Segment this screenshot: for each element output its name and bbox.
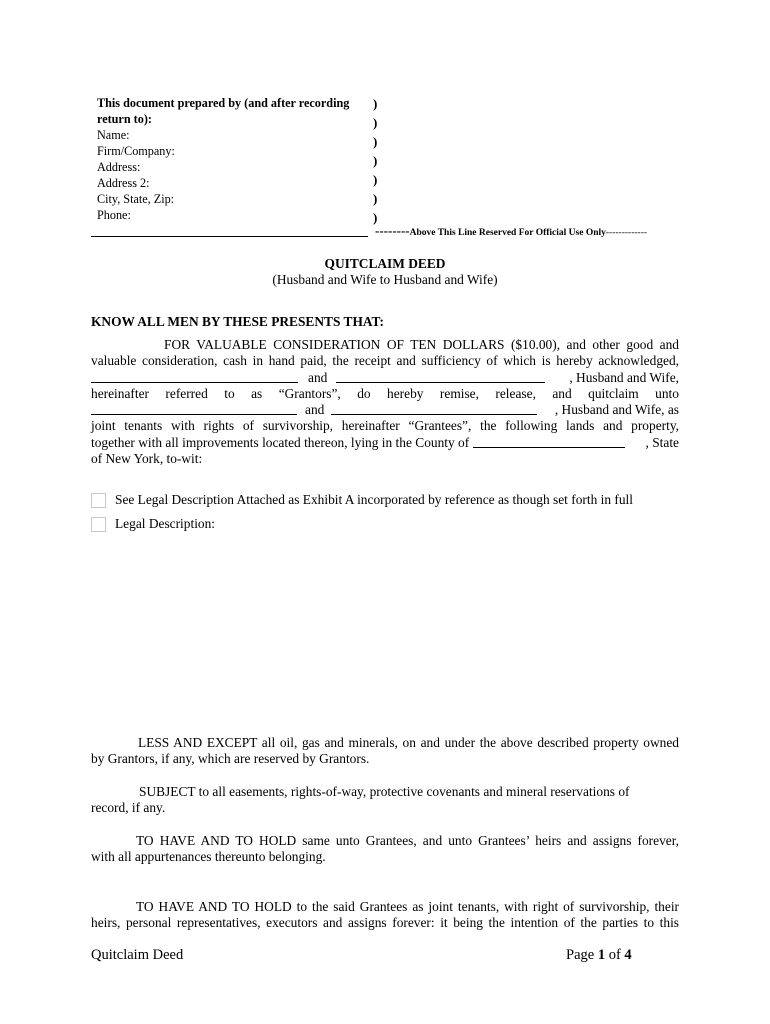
habendum2-text-2: heirs, personal representatives, executors and assigns forever: it being the intention of the parties to this <box>91 915 679 931</box>
hereinafter-word: quitclaim <box>588 385 639 401</box>
footer-page-number <box>566 947 632 964</box>
bracket-6: ) <box>373 191 378 206</box>
grantor-and-text: and <box>308 369 328 385</box>
preparer-name-label: Name: <box>97 128 130 142</box>
legal-description-label: Legal Description: <box>115 516 216 531</box>
bracket-1: ) <box>373 96 378 111</box>
preparer-heading-line2: return to): <box>97 112 152 126</box>
preparer-heading-line1: This document prepared by (and after recording <box>97 96 350 110</box>
official-use-line <box>375 223 647 239</box>
preparer-firm-label: Firm/Company: <box>97 144 175 158</box>
bracket-7: ) <box>373 210 378 225</box>
grantee-2-name-field[interactable] <box>331 402 537 415</box>
habendum1-line-1 <box>91 833 679 849</box>
preparer-city-label: City, State, Zip: <box>97 192 175 206</box>
legal-description-checkbox[interactable] <box>91 517 106 532</box>
bracket-5: ) <box>373 172 378 187</box>
hereinafter-word: do <box>357 385 371 401</box>
state-text: , State <box>645 434 679 450</box>
county-field[interactable] <box>473 435 625 448</box>
county-text: together with all improvements located thereon, lying in the County of <box>91 434 470 450</box>
bracket-2: ) <box>373 115 378 130</box>
habendum1-line-2: with all appurtenances thereunto belonging. <box>91 849 326 865</box>
bracket-4: ) <box>373 153 378 168</box>
hereinafter-word: hereinafter <box>91 385 149 401</box>
preparer-address-label: Address: <box>97 160 141 174</box>
habendum2-line-1 <box>91 899 679 915</box>
consideration-paragraph <box>91 337 679 467</box>
habendum1-text-1: TO HAVE AND TO HOLD same unto Grantees, and unto Grantees’ heirs and assigns forever, <box>136 833 679 848</box>
official-use-lead-dashes: -------- <box>375 223 410 238</box>
less-except-text-1: LESS AND EXCEPT all oil, gas and minerals, on and under the above described property owned <box>138 735 679 750</box>
footer-document-name: Quitclaim Deed <box>91 947 184 963</box>
consideration-line-6 <box>91 418 679 434</box>
grantee-names-line <box>91 402 679 418</box>
grantee-1-name-field[interactable] <box>91 402 297 415</box>
footer-page-total: 4 <box>624 947 632 963</box>
less-except-paragraph <box>91 735 679 768</box>
legal-description-option[interactable] <box>91 516 215 532</box>
preparer-block <box>97 95 367 223</box>
habendum2-line-2 <box>91 915 679 931</box>
hereinafter-word: hereby <box>387 385 424 401</box>
deed-subtitle: (Husband and Wife to Husband and Wife) <box>272 272 498 287</box>
subject-line-2: record, if any. <box>91 800 166 816</box>
hereinafter-word: and <box>552 385 572 401</box>
footer-page-current: 1 <box>597 947 606 963</box>
consideration-line-8: of New York, to-wit: <box>91 451 203 467</box>
hereinafter-word: to <box>224 385 235 401</box>
consideration-text-6: joint tenants with rights of survivorship, hereinafter “Grantees”, the following lands and property, <box>91 418 679 434</box>
hereinafter-word: as <box>251 385 263 401</box>
exhibit-a-option[interactable] <box>91 492 633 508</box>
less-except-line-2: by Grantors, if any, which are reserved by Grantors. <box>91 751 370 767</box>
subject-paragraph <box>91 784 679 817</box>
grantor-names-line <box>91 370 679 386</box>
bracket-3: ) <box>373 134 378 149</box>
consideration-line-1 <box>91 337 679 353</box>
subject-line-1: SUBJECT to all easements, rights-of-way, protective covenants and mineral reservations of <box>139 784 630 799</box>
footer-page-word: Page <box>566 947 595 963</box>
know-all-heading: KNOW ALL MEN BY THESE PRESENTS THAT: <box>91 314 384 329</box>
grantee-and-text: and <box>305 402 325 418</box>
grantor-2-name-field[interactable] <box>336 370 545 383</box>
preparer-signature-rule <box>91 236 368 237</box>
deed-title: QUITCLAIM DEED <box>324 256 446 271</box>
hereinafter-word: remise, <box>439 385 479 401</box>
preparer-phone-label: Phone: <box>97 208 131 222</box>
habendum2-text-1: TO HAVE AND TO HOLD to the said Grantees as joint tenants, with right of survivorship, their <box>136 899 679 914</box>
hereinafter-word: “Grantors”, <box>278 385 341 401</box>
grantor-husband-wife-text: , Husband and Wife, <box>569 369 679 385</box>
official-use-trail-dashes: ------------- <box>605 228 648 238</box>
hereinafter-word: unto <box>655 385 679 401</box>
consideration-text-1: FOR VALUABLE CONSIDERATION OF TEN DOLLARS ($10.00), and other good and <box>164 337 679 352</box>
habendum-paragraph-1 <box>91 833 679 866</box>
grantee-husband-wife-text: , Husband and Wife, as <box>554 402 679 418</box>
footer-of-word: of <box>608 947 621 963</box>
habendum-paragraph-2 <box>91 899 679 932</box>
official-use-text: Above This Line Reserved For Official Use Only <box>409 228 606 238</box>
preparer-address2-label: Address 2: <box>97 176 150 190</box>
hereinafter-word: referred <box>165 385 208 401</box>
hereinafter-grantors-line <box>91 386 679 402</box>
hereinafter-word: release, <box>495 385 536 401</box>
less-except-line-1 <box>91 735 679 751</box>
consideration-line-2 <box>91 353 679 369</box>
exhibit-a-label: See Legal Description Attached as Exhibit A incorporated by reference as though set forth in full <box>115 492 633 507</box>
county-line <box>91 435 679 451</box>
consideration-text-2: valuable consideration, cash in hand paid, the receipt and sufficiency of which is hereby acknowledged, <box>91 353 679 369</box>
exhibit-a-checkbox[interactable] <box>91 493 106 508</box>
grantor-1-name-field[interactable] <box>91 370 298 383</box>
bracket-column <box>373 94 377 227</box>
